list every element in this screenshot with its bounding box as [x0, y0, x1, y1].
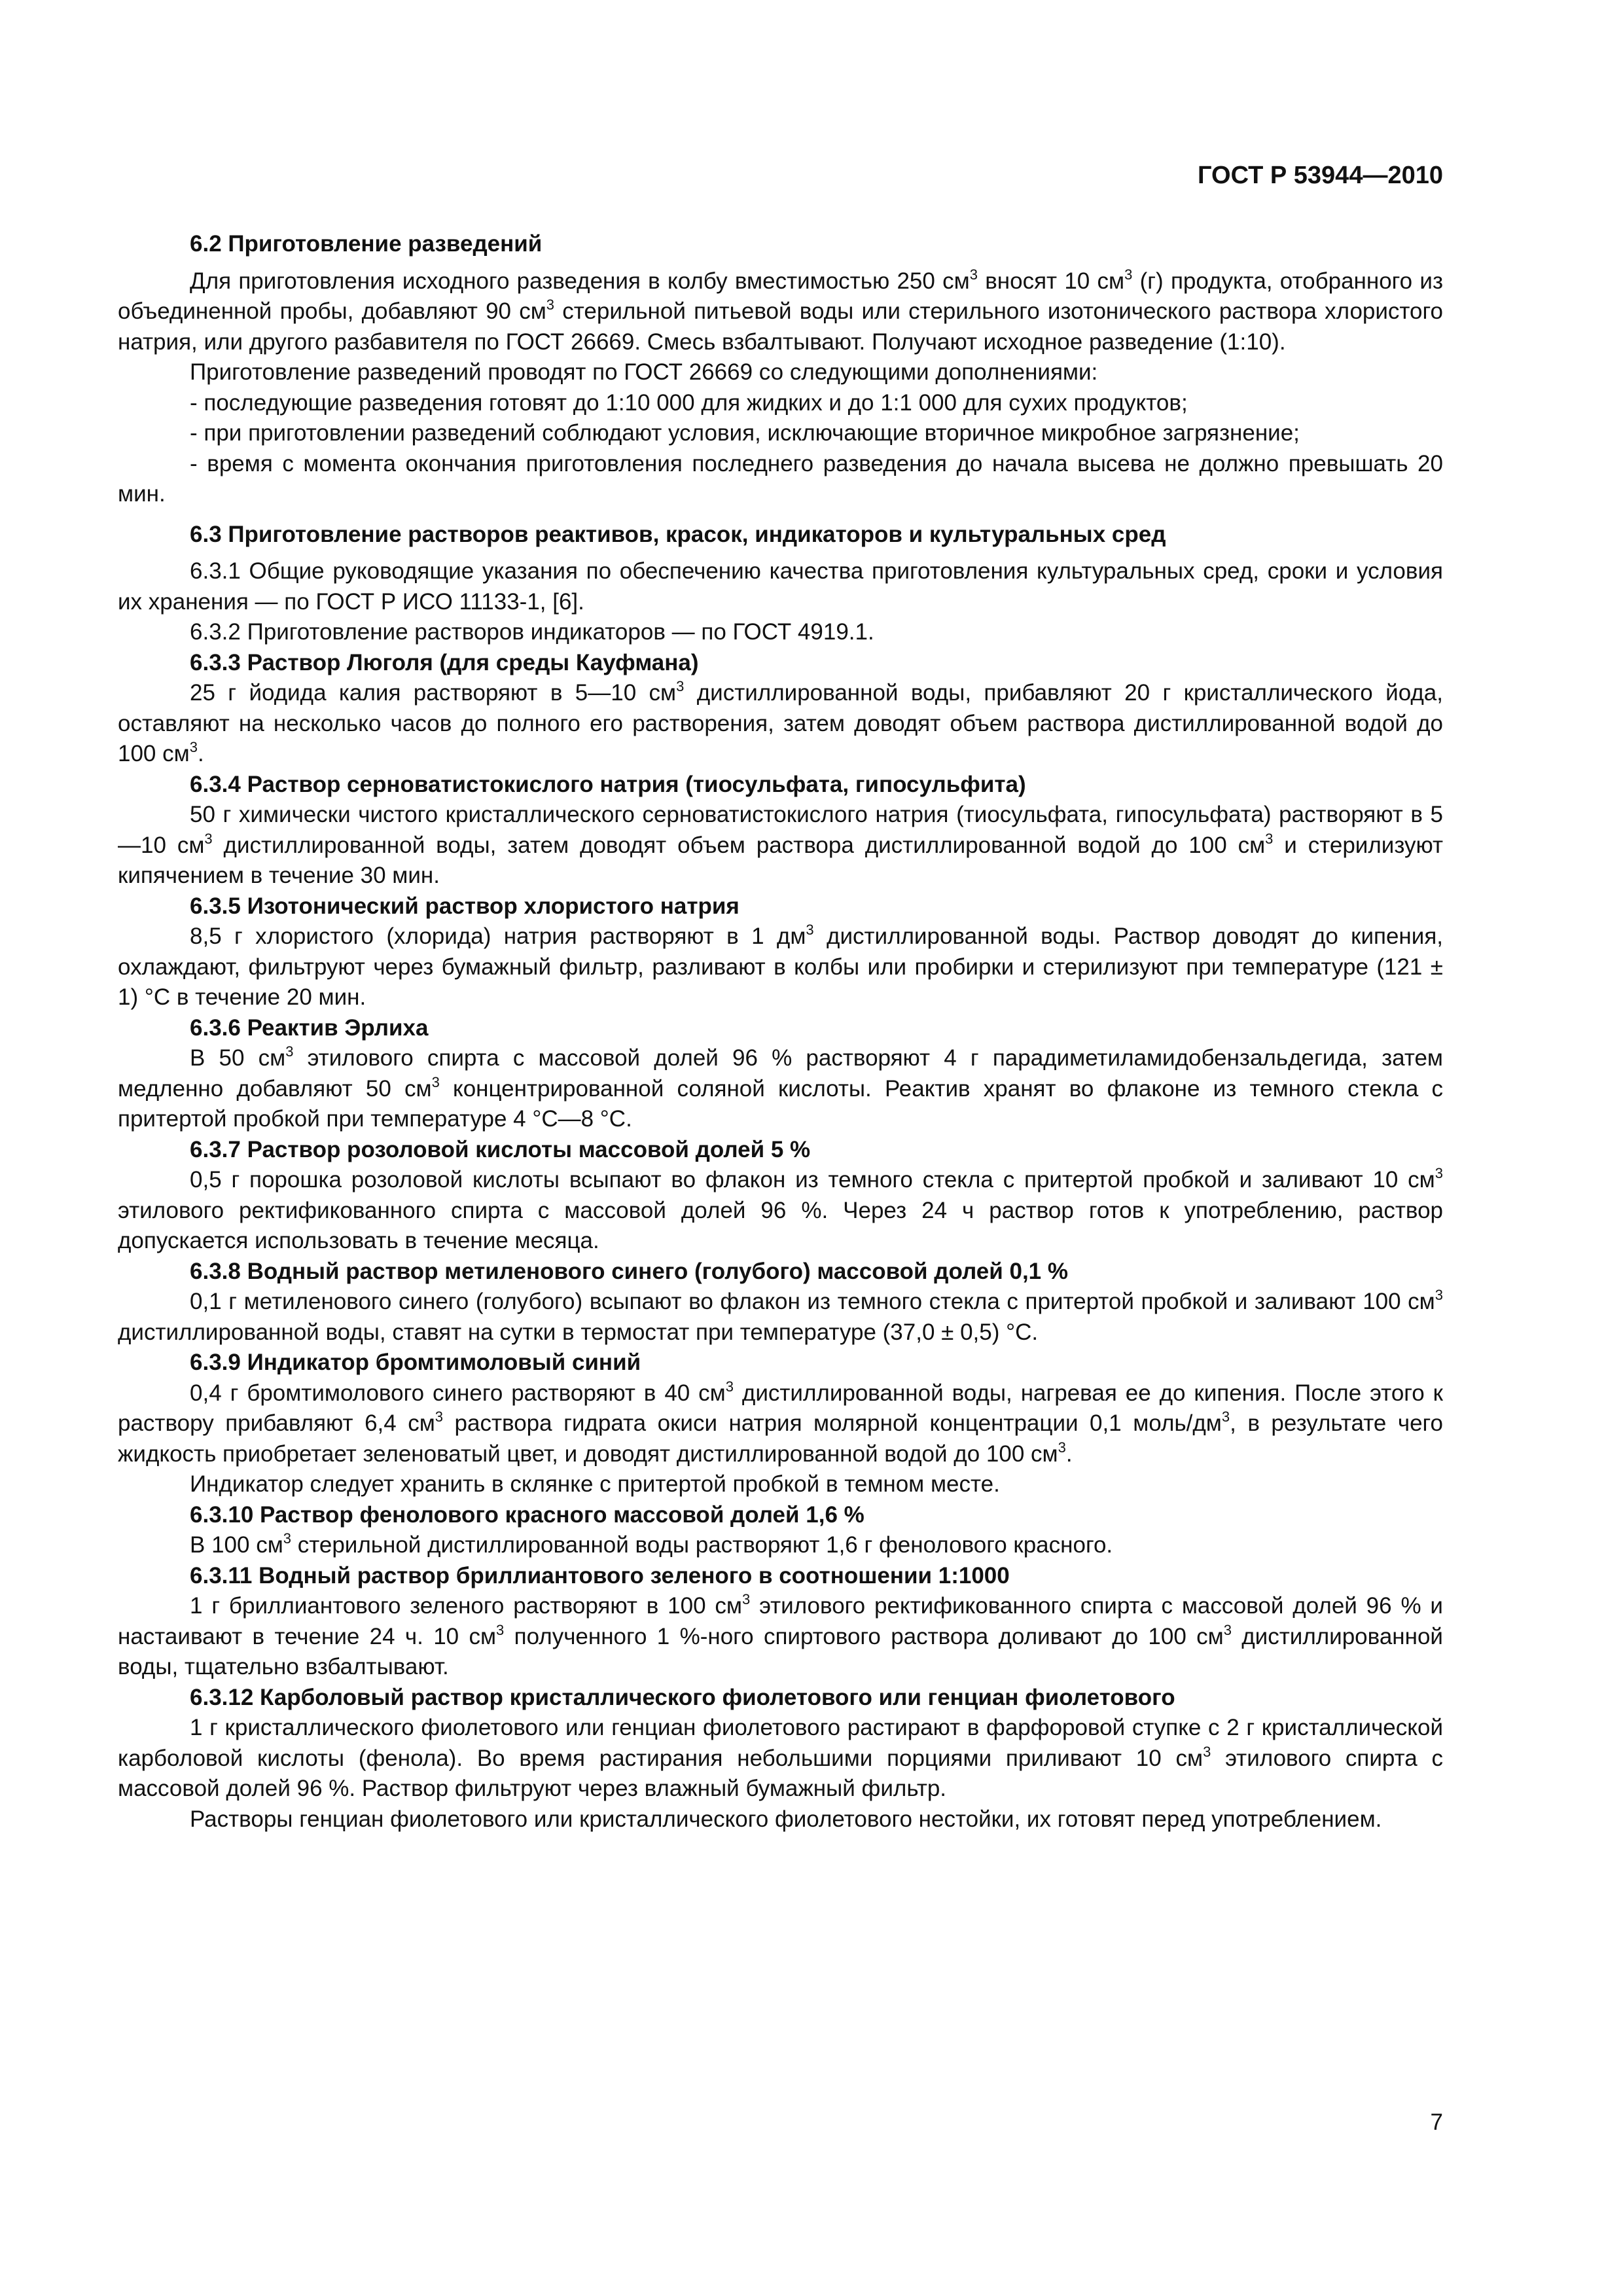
paragraph: 6.3.1 Общие руководящие указания по обеспечению качества приготовления культуральных сред, сроки и условия их хранения — по ГОСТ Р ИСО 11133-1, [6]. — [118, 558, 1443, 615]
subsection-heading: 6.3.9 Индикатор бромтимоловый синий — [190, 1350, 641, 1375]
subsection-heading: 6.3.6 Реактив Эрлиха — [190, 1014, 429, 1041]
document-body — [118, 229, 1443, 1835]
section-heading-6-2: 6.2 Приготовление разведений — [190, 231, 543, 257]
subsection-heading: 6.3.7 Раствор розоловой кислоты массовой долей 5 % — [190, 1136, 811, 1162]
paragraph: Растворы генциан фиолетового или кристаллического фиолетового нестойки, их готовят перед употреблением. — [190, 1806, 1382, 1832]
subsection-heading: 6.3.12 Карболовый раствор кристаллического фиолетового или генциан фиолетового — [190, 1684, 1175, 1710]
paragraph: В 50 $см^3$ этилового спирта с массовой долей 96 % растворяют 4 г парадиметиламидобензальдегида, затем медленно добавляют 50 $см^3$ концентрированной соляной кислоты. Реактив хранят во флаконе из темного стекла с притертой пробкой при температуре 4 °С—8 °С. — [118, 1043, 1443, 1132]
paragraph: 0,1 г метиленового синего (голубого) всыпают во флакон из темного стекла с притертой пробкой и заливают 100 $см^3$ дистиллированной воды, ставят на сутки в термостат при температуре (37,0 ± 0,5) °С. — [118, 1287, 1443, 1345]
list-item: - при приготовлении разведений соблюдают условия, исключающие вторичное микробное загрязнение; — [190, 420, 1300, 446]
paragraph: 1 г кристаллического фиолетового или генциан фиолетового растирают в фарфоровой ступке с 2 г кристаллической карболовой кислоты (фенола). Во время растирания небольшими порциями приливают 10 $см^3$ этилового спирта с массовой долей 96 %. Раствор фильтруют через влажный бумажный фильтр. — [118, 1715, 1444, 1801]
document-header: ГОСТ Р 53944—2010 — [1198, 162, 1443, 189]
list-item: - последующие разведения готовят до 1:10 000 для жидких и до 1:1 000 для сухих продуктов; — [190, 389, 1188, 416]
paragraph: Приготовление разведений проводят по ГОСТ 26669 со следующими дополнениями: — [190, 359, 1098, 385]
page-number: 7 — [1430, 2109, 1443, 2135]
paragraph: 6.3.2 Приготовление растворов индикаторов — по ГОСТ 4919.1. — [190, 619, 874, 645]
paragraph: 50 г химически чистого кристаллического серноватистокислого натрия (тиосульфата, гипосульфата) растворяют в 5—10 $см^3$ дистиллированной воды, затем доводят объем раствора дистиллированной водой до 100 $см^3$ и стерилизуют кипячением в течение 30 мин. — [118, 802, 1443, 888]
paragraph: 8,5 г хлористого (хлорида) натрия растворяют в 1 $дм^3$ дистиллированной воды. Раствор доводят до кипения, охлаждают, фильтруют через бумажный фильтр, разливают в колбы или пробирки и стерилизуют при температуре (121 ± 1) °С в течение 20 мин. — [118, 922, 1443, 1010]
subsection-heading: 6.3.5 Изотонический раствор хлористого натрия — [190, 893, 740, 919]
paragraph: 1 г бриллиантового зеленого растворяют в 100 $см^3$ этилового ректификованного спирта с массовой долей 96 % и настаивают в течение 24 ч. 10 $см^3$ полученного 1 %-ного спиртового раствора доливают до 100 $см^3$ дистиллированной воды, тщательно взбалтывают. — [118, 1591, 1443, 1679]
subsection-heading: 6.3.11 Водный раствор бриллиантового зеленого в соотношении 1:1000 — [190, 1562, 1010, 1588]
paragraph: Для приготовления исходного разведения в колбу вместимостью 250 $см^3$ вносят 10 $см^3$ (г) продукта, отобранного из объединенной пробы, добавляют 90 $см^3$ стерильной питьевой воды или стерильного изотонического раствора хлористого натрия, или другого разбавителя по ГОСТ 26669. Смесь взбалтывают. Получают исходное разведение (1:10). — [118, 266, 1443, 355]
subsection-heading: 6.3.4 Раствор серноватистокислого натрия (тиосульфата, гипосульфита) — [190, 771, 1026, 797]
subsection-heading: 6.3.10 Раствор фенолового красного массовой долей 1,6 % — [190, 1501, 865, 1528]
subsection-heading: 6.3.3 Раствор Люголя (для среды Кауфмана) — [190, 649, 699, 675]
paragraph: 25 г йодида калия растворяют в 5—10 $см^3$ дистиллированной воды, прибавляют 20 г кристаллического йода, оставляют на несколько часов до полного его растворения, затем доводят объем раствора дистиллированной водой до 100 $см^3$. — [118, 678, 1443, 766]
subsection-heading: 6.3.8 Водный раствор метиленового синего (голубого) массовой долей 0,1 % — [190, 1258, 1068, 1284]
paragraph: В 100 $см^3$ стерильной дистиллированной воды растворяют 1,6 г фенолового красного. — [190, 1530, 1113, 1558]
paragraph: 0,5 г порошка розоловой кислоты всыпают во флакон из темного стекла с притертой пробкой и заливают 10 $см^3$ этилового ректификованного спирта с массовой долей 96 %. Через 24 ч раствор готов к употреблению, раствор допускается использовать в течение месяца. — [118, 1165, 1443, 1253]
section-heading-6-3: 6.3 Приготовление растворов реактивов, красок, индикаторов и культуральных сред — [190, 521, 1166, 547]
list-item: - время с момента окончания приготовления последнего разведения до начала высева не должно превышать 20 мин. — [118, 450, 1443, 507]
paragraph: 0,4 г бромтимолового синего растворяют в 40 $см^3$ дистиллированной воды, нагревая ее до кипения. После этого к раствору прибавляют 6,4 $см^3$ раствора гидрата окиси натрия молярной концентрации 0,1 моль/$дм^3$, в результате чего жидкость приобретает зеленоватый цвет, и доводят дистиллированной водой до 100 $см^3$. — [118, 1378, 1443, 1467]
paragraph: Индикатор следует хранить в склянке с притертой пробкой в темном месте. — [190, 1471, 1000, 1497]
